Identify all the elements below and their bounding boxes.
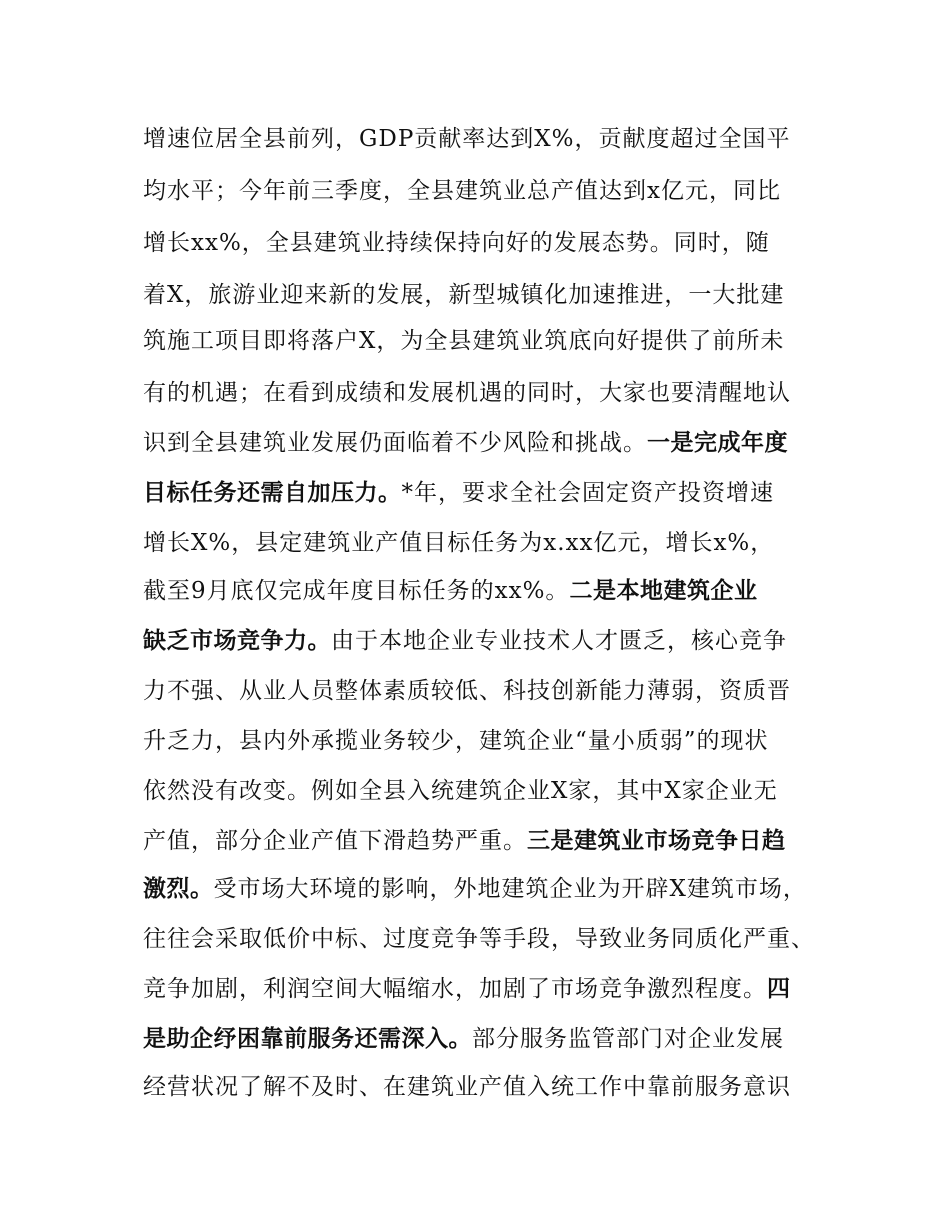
- bold-heading-text: 三是建筑业市场竞争日趋: [527, 828, 786, 854]
- paragraph-line-7: [143, 428, 788, 458]
- paragraph-line-6: [143, 378, 791, 408]
- paragraph-line-16: [143, 874, 807, 904]
- line-text: 增速位居全县前列，GDP贡献率达到X%，贡献度超过全国平: [143, 126, 791, 152]
- paragraph-line-15: [143, 826, 786, 856]
- paragraph-line-12: [143, 676, 791, 706]
- paragraph-line-17: [143, 924, 815, 954]
- paragraph-line-2: [143, 176, 781, 206]
- line-text: 识到全县建筑业发展仍面临着不少风险和挑战。: [143, 430, 647, 456]
- bold-heading-text: 二是本地建筑企业: [569, 578, 758, 604]
- paragraph-line-9: [143, 528, 774, 558]
- bold-heading-text: 激烈。: [143, 876, 214, 902]
- paragraph-line-8: [143, 478, 774, 508]
- bold-heading-text: 缺乏市场竞争力。: [143, 628, 331, 654]
- line-text: 经营状况了解不及时、在建筑业产值入统工作中靠前服务意识: [143, 1074, 791, 1100]
- line-text: 着X，旅游业迎来新的发展，新型城镇化加速推进，一大批建: [143, 282, 785, 308]
- line-text: 有的机遇；在看到成绩和发展机遇的同时，大家也要清醒地认: [143, 380, 791, 406]
- bold-heading-text: 目标任务还需自加压力。: [143, 480, 402, 506]
- bold-heading-text: 四: [767, 976, 791, 1002]
- line-text: 产值，部分企业产值下滑趋势严重。: [143, 828, 527, 854]
- line-text: 部分服务监管部门对企业发展: [472, 1026, 784, 1052]
- paragraph-line-20: [143, 1072, 791, 1102]
- line-text: 往往会采取低价中标、过度竞争等手段，导致业务同质化严重、: [143, 926, 815, 952]
- paragraph-line-3: [143, 228, 770, 258]
- line-text: *年，要求全社会固定资产投资增速: [401, 480, 774, 506]
- paragraph-line-10: [143, 576, 757, 606]
- line-text: 均水平；今年前三季度，全县建筑业总产值达到x亿元，同比: [143, 178, 781, 204]
- line-text: 增长X%，县定建筑业产值目标任务为x.xx亿元，增长x%，: [143, 530, 775, 556]
- line-text: 竞争加剧，利润空间大幅缩水，加剧了市场竞争激烈程度。: [143, 976, 767, 1002]
- paragraph-line-19: [143, 1024, 784, 1054]
- line-text: 依然没有改变。例如全县入统建筑企业X家，其中X家企业无: [143, 778, 778, 804]
- line-text: 筑施工项目即将落户X，为全县建筑业筑底向好提供了前所未: [143, 328, 785, 354]
- paragraph-line-13: [143, 726, 769, 756]
- line-text: 由于本地企业专业技术人才匮乏，核心竞争: [331, 628, 787, 654]
- paragraph-line-11: [143, 626, 787, 656]
- line-text: 力不强、从业人员整体素质较低、科技创新能力薄弱，资质晋: [143, 678, 791, 704]
- line-text: 增长xx%，全县建筑业持续保持向好的发展态势。同时，随: [143, 230, 770, 256]
- line-text: 受市场大环境的影响，外地建筑企业为开辟X建筑市场，: [213, 876, 807, 902]
- paragraph-line-18: [143, 974, 791, 1004]
- bold-heading-text: 一是完成年度: [647, 430, 788, 456]
- paragraph-line-5: [143, 326, 784, 356]
- paragraph-line-4: [143, 280, 784, 310]
- paragraph-line-1: [143, 124, 791, 154]
- line-text: 升乏力，县内外承揽业务较少，建筑企业“量小质弱”的现状: [143, 728, 769, 754]
- paragraph-line-14: [143, 776, 778, 806]
- bold-heading-text: 是助企纾困靠前服务还需深入。: [143, 1026, 472, 1052]
- line-text: 截至9月底仅完成年度目标任务的xx%。: [143, 578, 570, 604]
